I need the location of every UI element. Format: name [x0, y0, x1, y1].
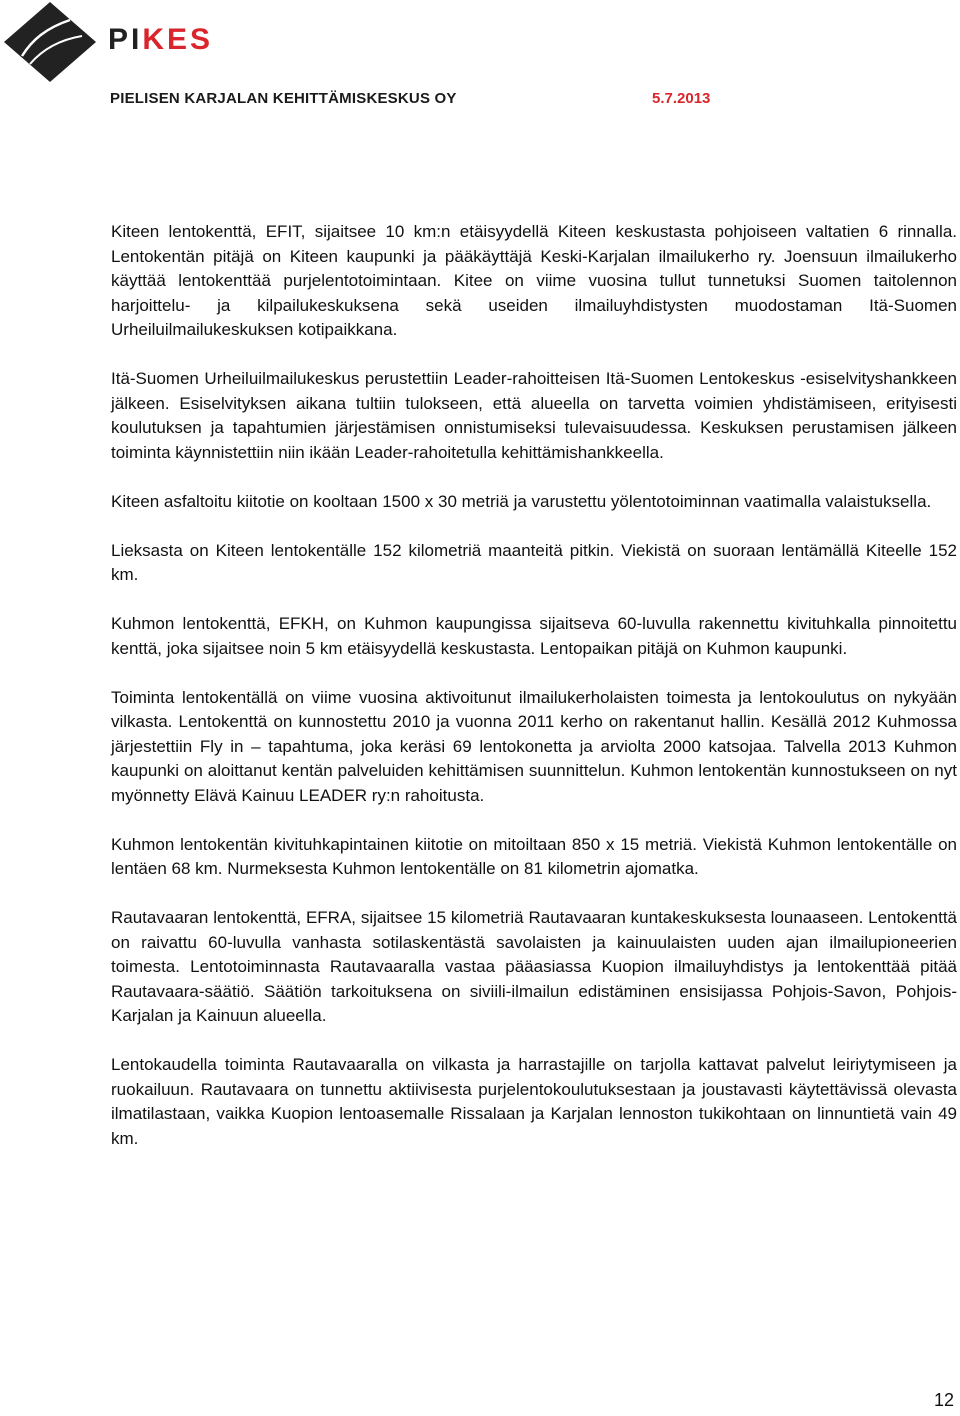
pikes-logo-icon: [0, 0, 100, 84]
document-body: [111, 220, 957, 1176]
page-number: 12: [933, 1390, 954, 1410]
brand-wordmark-part-1: PI: [108, 23, 143, 56]
paragraph-1: Kiteen lentokenttä, EFIT, sijaitsee 10 km:n etäisyydellä Kiteen keskustasta pohjoiseen valtatien 6 rinnalla. Lentokentän pitäjä on Kiteen kaupunki ja pääkäyttäjä Keski-Karjalan ilmailukerho ry. Joensuun ilmailukerho käyttää lentokenttää purjelentotoimintaan. Kitee on viime vuosina tullut tunnetuksi Suomen taitolennon harjoittelu- ja kilpailukeskuksena sekä useiden ilmailuyhdistysten muodostaman Itä-Suomen Urheiluilmailukeskuksen kotipaikkana.: [111, 222, 957, 339]
document-date: 5.7.2013: [652, 90, 711, 107]
paragraph-6: Toiminta lentokentällä on viime vuosina aktivoitunut ilmailukerholaisten toimesta ja lentokoulutus on nykyään vilkasta. Lentokenttä on kunnostettu 2010 ja vuonna 2011 kerho on rakentanut hallin. Kesällä 2012 Kuhmossa järjestettiin Fly in – tapahtuma, joka keräsi 69 lentokonetta ja arviolta 2000 katsojaa. Talvella 2013 Kuhmon kaupunki on aloittanut kentän palveluiden kehittämisen suunnittelun. Kuhmon lentokentän kunnostukseen on nyt myönnetty Elävä Kainuu LEADER ry:n rahoitusta.: [111, 687, 957, 805]
paragraph-3: Kiteen asfaltoitu kiitotie on kooltaan 1500 x 30 metriä ja varustettu yölentotoiminnan vaatimalla valaistuksella.: [111, 491, 932, 511]
paragraph-8: Rautavaaran lentokenttä, EFRA, sijaitsee 15 kilometriä Rautavaaran kuntakeskuksesta lounaaseen. Lentokenttä on raivattu 60-luvulla vanhasta sotilaskentästä savolaisten ja kainuulaisten uuden ajan ilmailupioneerien toimesta. Lentotoiminnasta Rautavaaralla vastaa pääasiassa Kuopion ilmailuyhdistys ja lentokenttää pitää Rautavaara-säätiö. Säätiön tarkoituksena on siviili-ilmailun edistäminen ensisijassa Pohjois-Savon, Pohjois-Karjalan ja Kainuun alueella.: [111, 908, 957, 1025]
organization-name: PIELISEN KARJALAN KEHITTÄMISKESKUS OY: [110, 90, 457, 107]
paragraph-5: Kuhmon lentokenttä, EFKH, on Kuhmon kaupungissa sijaitseva 60-luvulla rakennettu kivituhkalla pinnoitettu kenttä, joka sijaitsee noin 5 km etäisyydellä keskustasta. Lentopaikan pitäjä on Kuhmon kaupunki.: [111, 614, 957, 658]
paragraph-4: Lieksasta on Kiteen lentokentälle 152 kilometriä maanteitä pitkin. Viekistä on suoraan lentämällä Kiteelle 152 km.: [111, 540, 957, 584]
brand-wordmark-part-2: KES: [142, 23, 214, 56]
paragraph-7: Kuhmon lentokentän kivituhkapintainen kiitotie on mitoiltaan 850 x 15 metriä. Viekistä Kuhmon lentokentälle on lentäen 68 km. Nurmeksesta Kuhmon lentokentälle on 81 kilometrin ajomatka.: [111, 834, 957, 878]
paragraph-2: Itä-Suomen Urheiluilmailukeskus perustettiin Leader-rahoitteisen Itä-Suomen Lentokeskus -esiselvityshankkeen jälkeen. Esiselvityksen aikana tultiin tulokseen, että alueella on tarvetta voimien yhdistämiseen, erityisesti koulutuksen ja tapahtumien järjestämisen onnistumiseksi tulevaisuudessa. Keskuksen perustamisen jälkeen toiminta käynnistettiin niin ikään Leader-rahoitetulla kehittämishankkeella.: [111, 369, 957, 462]
paragraph-9: Lentokaudella toiminta Rautavaaralla on vilkasta ja harrastajille on tarjolla kattavat palvelut leiriytymiseen ja ruokailuun. Rautavaara on tunnettu aktiivisesta purjelentokoulutuksestaan ja joustavasti käytettävissä olevasta ilmatilastaan, vaikka Kuopion lentoasemalle Rissalaan ja Karjalan lennoston tukikohtaan on linnuntietä vain 49 km.: [111, 1055, 957, 1148]
brand-wordmark: [108, 22, 213, 58]
